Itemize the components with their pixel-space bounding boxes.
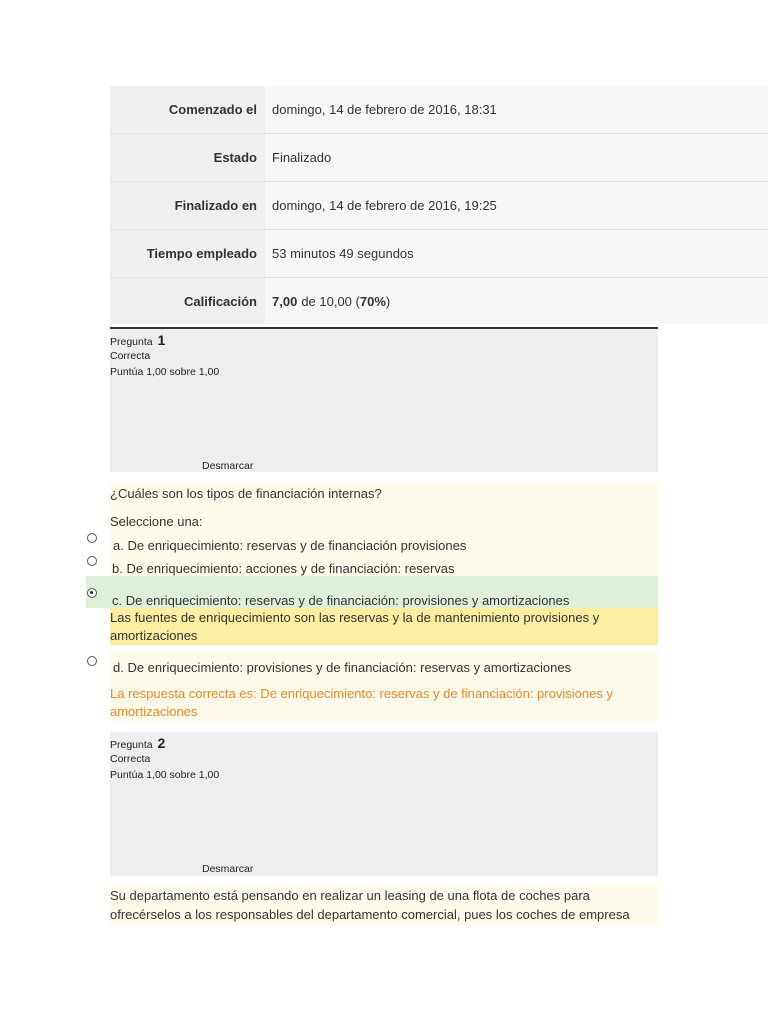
summary-value: domingo, 14 de febrero de 2016, 18:31: [265, 86, 768, 133]
summary-value: Finalizado: [265, 134, 768, 181]
question-text: ¿Cuáles son los tipos de financiación internas?: [110, 486, 382, 501]
summary-row-started: [110, 86, 768, 134]
question-mark: Puntúa 1,00 sobre 1,00: [110, 366, 220, 378]
summary-label: Tiempo empleado: [110, 230, 265, 277]
question-prompt: Seleccione una:: [110, 514, 203, 529]
question-number: Pregunta 1: [110, 332, 166, 348]
grade-close: ): [385, 293, 391, 309]
summary-label: Comenzado el: [110, 86, 265, 133]
option-b-label[interactable]: b. De enriquecimiento: acciones y de financiación: reservas: [112, 561, 455, 576]
unflag-link[interactable]: Desmarcar: [202, 460, 254, 472]
right-answer: La respuesta correcta es: De enriquecimiento: reservas y de financiación: provisiones y amortizaciones: [110, 686, 613, 719]
summary-value: 53 minutos 49 segundos: [265, 230, 768, 277]
option-c-label[interactable]: c. De enriquecimiento: reservas y de financiación: provisiones y amortizaciones: [112, 593, 570, 608]
summary-label: Finalizado en: [110, 182, 265, 229]
option-b-radio[interactable]: [87, 556, 97, 566]
summary-label: Estado: [110, 134, 265, 181]
question-info-1: [110, 329, 658, 472]
specific-feedback: Las fuentes de enriquecimiento son las reservas y la de mantenimiento provisiones y amortizaciones: [110, 608, 658, 645]
question-state: Correcta: [110, 350, 151, 362]
grade-percent: 70%: [359, 293, 386, 309]
option-d-radio[interactable]: [87, 656, 97, 666]
grade-value: [265, 278, 768, 324]
summary-row-state: [110, 134, 768, 182]
question-info-2: [110, 732, 658, 876]
option-d-label[interactable]: d. De enriquecimiento: provisiones y de financiación: reservas y amortizaciones: [113, 660, 572, 675]
unflag-link[interactable]: Desmarcar: [202, 863, 254, 875]
grade-score: 7,00: [272, 293, 298, 309]
summary-row-grade: [110, 278, 768, 324]
question-text-2: Su departamento está pensando en realizar un leasing de una flota de coches para ofrecérselos a los responsables del departamento comercial, pues los coches de empresa: [110, 885, 658, 925]
grade-label: Calificación: [110, 278, 265, 324]
question-mark: Puntúa 1,00 sobre 1,00: [110, 769, 220, 781]
question-state: Correcta: [110, 753, 151, 765]
option-c-radio[interactable]: [87, 588, 97, 598]
summary-value: domingo, 14 de febrero de 2016, 19:25: [265, 182, 768, 229]
question-number: Pregunta 2: [110, 735, 166, 751]
option-a-label[interactable]: a. De enriquecimiento: reservas y de financiación provisiones: [113, 538, 467, 553]
attempt-summary-table: [110, 86, 768, 324]
summary-row-finished: [110, 182, 768, 230]
summary-row-time: [110, 230, 768, 278]
option-a-radio[interactable]: [87, 533, 97, 543]
grade-of: de 10,00 (: [301, 293, 360, 309]
